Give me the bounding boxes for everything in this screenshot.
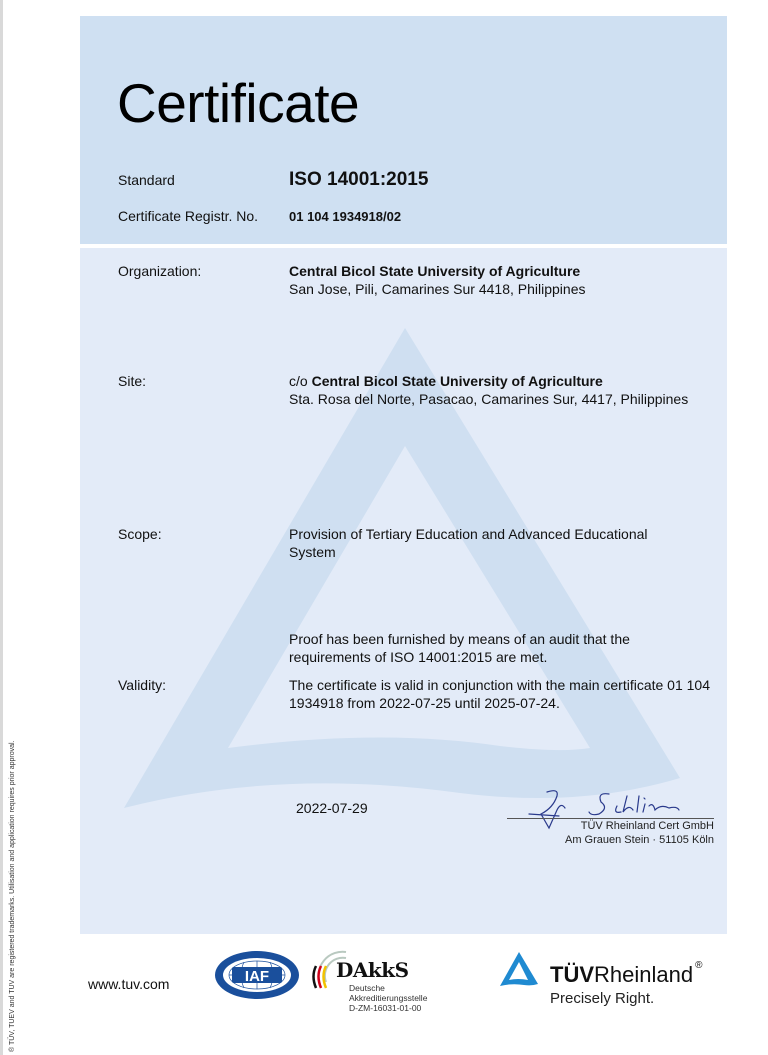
organization-value [289, 262, 727, 298]
dakks-details [349, 983, 427, 1013]
iaf-logo-icon [214, 950, 300, 1000]
trademark-note: ® TÜV, TUEV and TUV are registered trademarks. Utilisation and application requires prior approval. [9, 740, 16, 1052]
scope-value: Provision of Tertiary Education and Advanced Educational System [289, 526, 648, 560]
scope-label: Scope: [118, 526, 162, 542]
site-label: Site: [118, 373, 147, 389]
signature-block [499, 778, 714, 858]
tuv-brand-regular: Rheinland [594, 962, 694, 987]
tuv-brand-bold: TÜV [550, 962, 594, 987]
site-name: Central Bicol State University of Agriculture [311, 373, 603, 389]
certificate-footer [80, 934, 727, 1055]
site-name-line [289, 372, 727, 390]
tuv-triangle-icon [498, 950, 540, 990]
dakks-line3: D-ZM-16031-01-00 [349, 1003, 422, 1013]
dakks-name: DAkkS [336, 958, 409, 982]
organization-name: Central Bicol State University of Agriculture [289, 263, 581, 279]
signature-line [507, 818, 714, 819]
issue-date: 2022-07-29 [296, 800, 368, 816]
validity-value: The certificate is valid in conjunction with the main certificate 01 104 1934918 from 2022-07-25 until 2025-07-24. [289, 677, 710, 711]
dakks-logo [306, 944, 446, 1014]
certificate-body [80, 248, 727, 934]
registration-label: Certificate Registr. No. [118, 208, 259, 224]
site-prefix: c/o [289, 373, 312, 389]
page-edge [0, 0, 3, 1055]
certificate-header [80, 16, 727, 244]
tuv-brand-name [550, 962, 702, 988]
iaf-letters: IAF [244, 968, 270, 985]
signatory-address: Am Grauen Stein · 51105 Köln [565, 834, 714, 846]
site-value [289, 372, 727, 408]
organization-address: San Jose, Pili, Camarines Sur 4418, Philippines [289, 281, 586, 297]
registered-mark: ® [695, 960, 703, 971]
dakks-line1: Deutsche [349, 983, 385, 993]
organization-label: Organization: [118, 263, 202, 279]
standard-value: ISO 14001:2015 [289, 169, 429, 190]
certificate-title: Certificate [117, 72, 360, 134]
dakks-line2: Akkreditierungsstelle [349, 993, 428, 1003]
validity-label: Validity: [118, 677, 166, 693]
signatory-company: TÜV Rheinland Cert GmbH [580, 820, 714, 832]
site-address: Sta. Rosa del Norte, Pasacao, Camarines Sur, 4417, Philippines [289, 391, 689, 407]
website-link[interactable]: www.tuv.com [88, 976, 170, 992]
tuv-tagline: Precisely Right. [550, 990, 655, 1007]
registration-number: 01 104 1934918/02 [289, 209, 402, 224]
proof-text: Proof has been furnished by means of an audit that the requirements of ISO 14001:2015 are met. [289, 631, 630, 665]
standard-label: Standard [118, 172, 175, 188]
